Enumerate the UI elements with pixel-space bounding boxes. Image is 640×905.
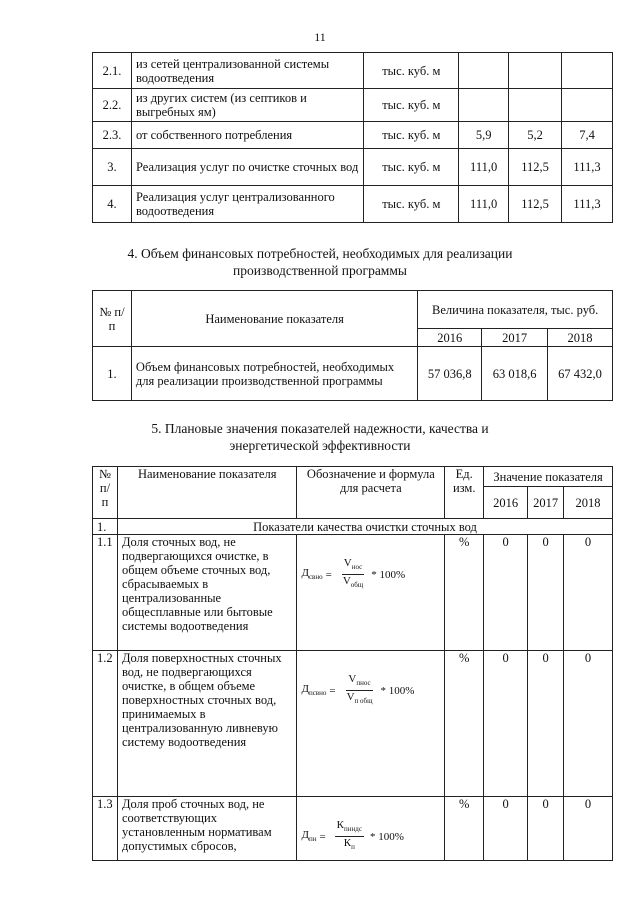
value-2017 (509, 53, 562, 89)
row-num: 1.2 (93, 651, 118, 797)
formula-multiplier: * 100% (380, 684, 415, 697)
row-name: из сетей централизованной системы водоотведения (131, 53, 363, 89)
row-unit: % (445, 535, 484, 651)
formula-lhs: $Д_{свно}$ (301, 566, 323, 581)
row-num: 2.3. (93, 122, 132, 149)
year-header: 2018 (564, 487, 613, 519)
value-2017: 0 (528, 651, 564, 797)
value-2016 (459, 89, 509, 122)
row-formula (297, 797, 445, 861)
row-unit: тыс. куб. м (364, 53, 459, 89)
row-unit: тыс. куб. м (364, 89, 459, 122)
formula-multiplier: * 100% (371, 568, 406, 581)
table-row (93, 89, 613, 122)
value-2018 (562, 89, 613, 122)
production-volume-table (92, 52, 613, 223)
table-row (93, 651, 613, 797)
section-4-heading: 4. Объем финансовых потребностей, необходимых для реализации производственной программы (127, 246, 513, 278)
section-5-heading: 5. Плановые значения показателей надежности, качества и энергетической эффективности (151, 421, 489, 453)
col-name-header: Наименование показателя (131, 291, 417, 347)
row-name: Реализация услуг по очистке сточных вод (131, 149, 363, 186)
row-formula (297, 651, 445, 797)
row-name: от собственного потребления (131, 122, 363, 149)
page-number: 11 (314, 30, 326, 44)
col-num-header: № п/п (93, 291, 132, 347)
value-2017: 112,5 (509, 186, 562, 223)
formula-lhs: $Д_{псвно}$ (301, 682, 327, 697)
reliability-indicators-table (92, 466, 613, 861)
table-row (93, 53, 613, 89)
year-header: 2016 (484, 487, 528, 519)
col-num-header: № п/ п (93, 467, 118, 519)
col-formula-header: Обозначение и формула для расчета (297, 467, 445, 519)
col-value-header: Значение показателя (484, 467, 613, 487)
value-2018: 0 (564, 651, 613, 797)
row-name: Доля сточных вод, не подвергающихся очистке, в общем объеме сточных вод, сбрасываемых в централизованные общесплавные или бытовые системы водоотведения (117, 535, 296, 651)
row-unit: % (445, 651, 484, 797)
value-2016: 0 (484, 651, 528, 797)
equals-sign: = (325, 568, 332, 581)
value-2016 (459, 53, 509, 89)
year-header: 2018 (548, 329, 613, 347)
formula-lhs: $Д_{пн}$ (301, 828, 317, 843)
row-unit: тыс. куб. м (364, 186, 459, 223)
row-unit: тыс. куб. м (364, 149, 459, 186)
value-2018: 111,3 (562, 149, 613, 186)
value-2016: 0 (484, 535, 528, 651)
row-name: из других систем (из септиков и выгребных ям) (131, 89, 363, 122)
financial-needs-table (92, 290, 613, 401)
year-header: 2017 (528, 487, 564, 519)
value-2018: 0 (564, 797, 613, 861)
value-2018: 7,4 (562, 122, 613, 149)
value-2017 (509, 89, 562, 122)
value-2017: 63 018,6 (482, 347, 548, 401)
year-header: 2017 (482, 329, 548, 347)
table-row (93, 797, 613, 861)
formula-fraction: $\frac{К_{пнндс}}{К_п}$ (336, 819, 362, 852)
group-title: Показатели качества очистки сточных вод (117, 519, 612, 535)
value-2017: 0 (528, 797, 564, 861)
value-2016: 111,0 (459, 149, 509, 186)
row-name: Доля проб сточных вод, не соответствующих установленным нормативам допустимых сбросов, (117, 797, 296, 861)
year-header: 2016 (418, 329, 482, 347)
table-row (93, 186, 613, 223)
row-num: 1.3 (93, 797, 118, 861)
col-unit-header: Ед. изм. (445, 467, 484, 519)
value-2016: 5,9 (459, 122, 509, 149)
col-value-header: Величина показателя, тыс. руб. (418, 291, 613, 329)
row-num: 1. (93, 347, 132, 401)
row-formula (297, 535, 445, 651)
value-2017: 112,5 (509, 149, 562, 186)
value-2016: 111,0 (459, 186, 509, 223)
formula (301, 819, 440, 854)
value-2018: 67 432,0 (548, 347, 613, 401)
value-2016: 0 (484, 797, 528, 861)
value-2018 (562, 53, 613, 89)
row-num: 4. (93, 186, 132, 223)
row-name: Реализация услуг централизованного водоотведения (131, 186, 363, 223)
formula (301, 673, 440, 708)
value-2016: 57 036,8 (418, 347, 482, 401)
row-unit: тыс. куб. м (364, 122, 459, 149)
row-num: 1.1 (93, 535, 118, 651)
formula-fraction: $\frac{V_{нос}}{V_{общ}}$ (342, 557, 364, 590)
formula (301, 557, 440, 592)
value-2017: 5,2 (509, 122, 562, 149)
group-num: 1. (93, 519, 118, 535)
row-num: 2.2. (93, 89, 132, 122)
equals-sign: = (319, 830, 326, 843)
equals-sign: = (329, 684, 336, 697)
formula-multiplier: * 100% (369, 830, 404, 843)
row-num: 2.1. (93, 53, 132, 89)
value-2017: 0 (528, 535, 564, 651)
table-row (93, 122, 613, 149)
table-row (93, 149, 613, 186)
formula-fraction: $\frac{V_{пнос}}{V_{п общ}}$ (346, 673, 373, 706)
table-row (93, 535, 613, 651)
row-name: Доля поверхностных сточных вод, не подвергающихся очистке, в общем объеме поверхностных сточных вод, принимаемых в централизованную ливневую систему водоотведения (117, 651, 296, 797)
row-unit: % (445, 797, 484, 861)
row-num: 3. (93, 149, 132, 186)
value-2018: 0 (564, 535, 613, 651)
row-name: Объем финансовых потребностей, необходимых для реализации производственной программы (131, 347, 417, 401)
col-name-header: Наименование показателя (117, 467, 296, 519)
value-2018: 111,3 (562, 186, 613, 223)
